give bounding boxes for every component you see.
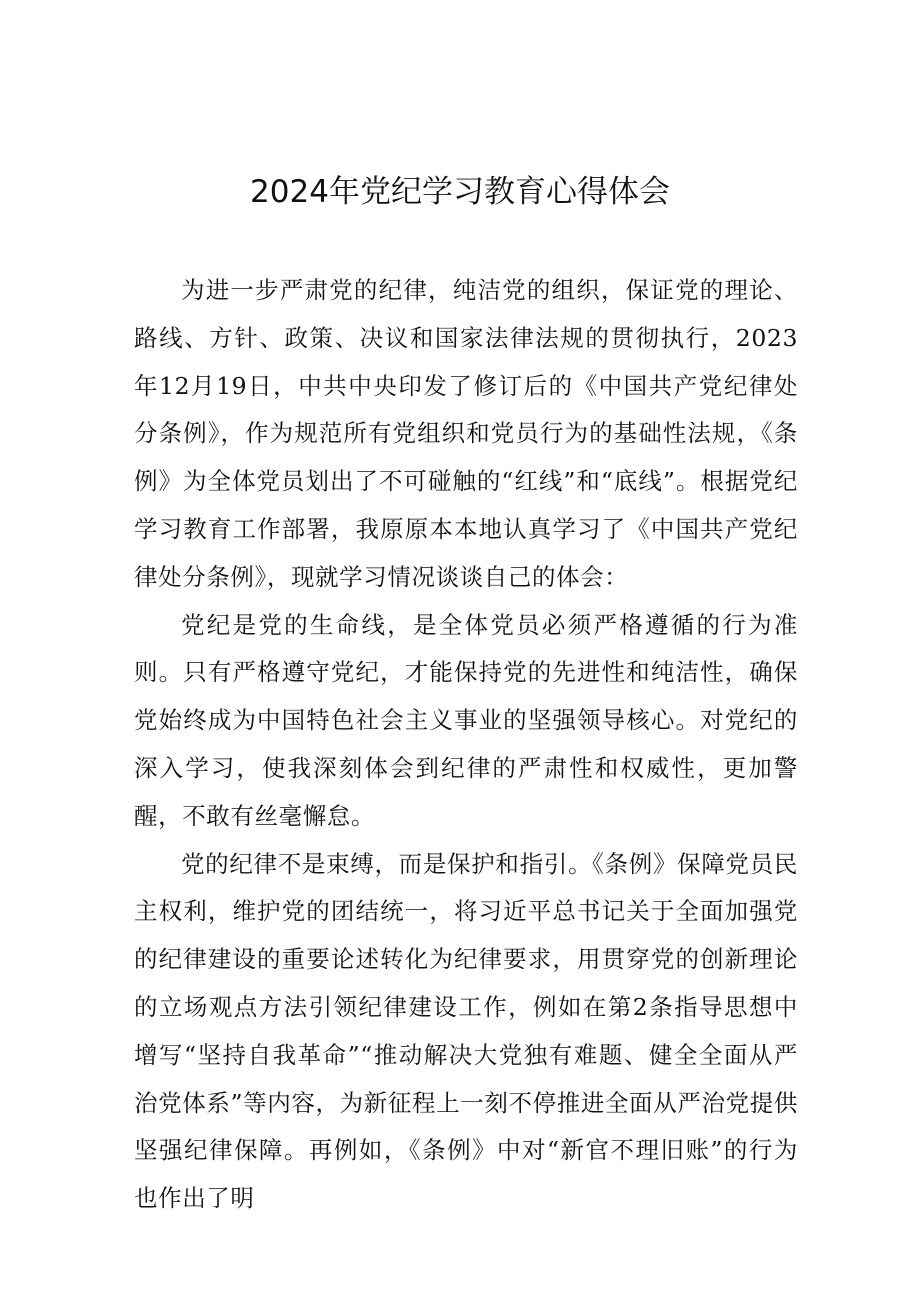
document-title: 2024年党纪学习教育心得体会 [250, 174, 670, 210]
paragraph-1: 为进一步严肃党的纪律，纯洁党的组织，保证党的理论、路线、方针、政策、决议和国家法律法规的贯彻执行，2023年12月19日，中共中央印发了修订后的《中国共产党纪律处分条例》，作为规范所有党组织和党员行为的基础性法规，《条例》为全体党员划出了不可碰触的“红线”和“底线”。根据党纪学习教育工作部署，我原原本本地认真学习了《中国共产党纪律处分条例》，现就学习情况谈谈自己的体会： [134, 276, 798, 591]
paragraph-3: 党的纪律不是束缚，而是保护和指引。《条例》保障党员民主权利，维护党的团结统一，将习近平总书记关于全面加强党的纪律建设的重要论述转化为纪律要求，用贯穿党的创新理论的立场观点方法引领纪律建设工作，例如在第2条指导思想中增写“坚持自我革命”“推动解决大党独有难题、健全全面从严治党体系”等内容，为新征程上一刻不停推进全面从严治党提供坚强纪律保障。再例如，《条例》中对“新官不理旧账”的行为也作出了明 [134, 849, 798, 1213]
paragraph-2: 党纪是党的生命线，是全体党员必须严格遵循的行为准则。只有严格遵守党纪，才能保持党的先进性和纯洁性，确保党始终成为中国特色社会主义事业的坚强领导核心。对党纪的深入学习，使我深刻体会到纪律的严肃性和权威性，更加警醒，不敢有丝毫懈怠。 [134, 610, 798, 830]
document-body [134, 267, 798, 1223]
